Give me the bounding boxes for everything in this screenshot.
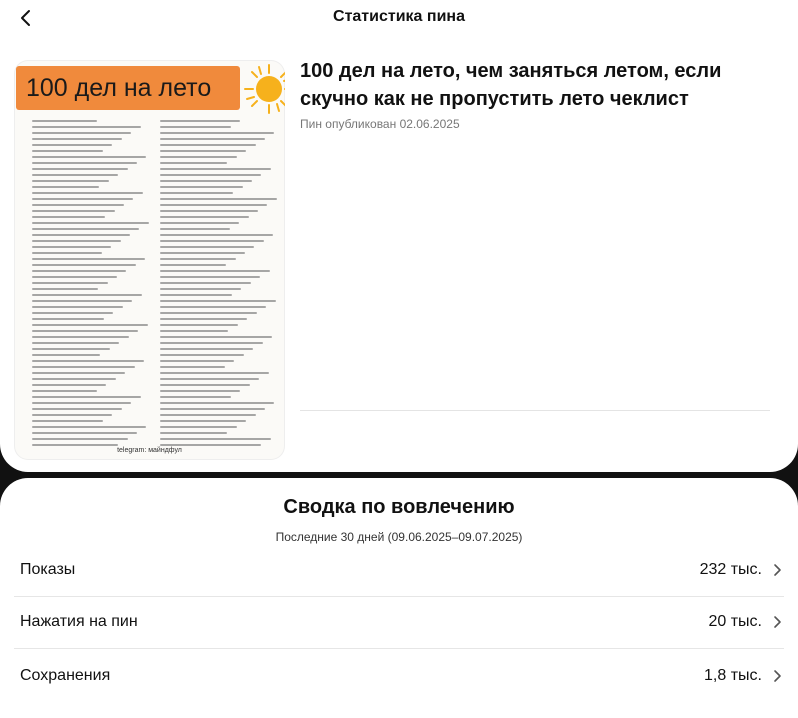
thumbnail-text-line	[160, 300, 276, 302]
pin-title: 100 дел на лето, чем заняться летом, если скучно как не пропустить лето чеклист	[300, 60, 722, 110]
thumbnail-text-line	[32, 234, 130, 236]
thumbnail-text-line	[32, 126, 141, 128]
header	[0, 0, 798, 36]
page-title: Статистика пина	[333, 8, 465, 25]
thumbnail-text-line	[32, 132, 131, 134]
thumbnail-text-line	[32, 204, 124, 206]
thumbnail-text-line	[160, 264, 226, 266]
thumbnail-text-line	[160, 342, 263, 344]
metric-row-impressions[interactable]	[20, 544, 782, 596]
thumbnail-text-line	[32, 432, 137, 434]
thumbnail-text-line	[32, 252, 102, 254]
metric-value: 1,8 тыс.	[704, 667, 762, 684]
thumbnail-text-line	[32, 294, 142, 296]
thumbnail-text-line	[160, 180, 252, 182]
thumbnail-text-line	[160, 276, 260, 278]
metric-label: Показы	[20, 561, 76, 578]
thumbnail-text-line	[32, 366, 135, 368]
divider	[300, 410, 770, 411]
thumbnail-text-line	[32, 318, 104, 320]
thumbnail-text-line	[160, 354, 244, 356]
thumbnail-text-line	[160, 336, 272, 338]
thumbnail-text-line	[160, 198, 277, 200]
thumbnail-text-line	[160, 324, 238, 326]
thumbnail-text-line	[160, 402, 274, 404]
thumbnail-text-line	[160, 204, 267, 206]
thumbnail-text-line	[32, 216, 105, 218]
thumbnail-text-line	[160, 372, 269, 374]
thumbnail-text-line	[32, 312, 113, 314]
pin-published-date: Пин опубликован 02.06.2025	[300, 117, 460, 131]
thumbnail-text-line	[32, 414, 112, 416]
thumbnail-text-line	[160, 312, 257, 314]
thumbnail-text-line	[160, 306, 266, 308]
thumbnail-text-line	[32, 138, 122, 140]
thumbnail-text-line	[160, 120, 240, 122]
thumbnail-text-line	[32, 408, 122, 410]
thumbnail-text-line	[160, 414, 256, 416]
thumbnail-text-line	[32, 198, 133, 200]
thumbnail-text-line	[32, 144, 112, 146]
thumbnail-text-line	[160, 222, 239, 224]
thumbnail-text-line	[32, 336, 129, 338]
thumbnail-text-line	[160, 210, 258, 212]
thumbnail-text-line	[160, 252, 245, 254]
thumbnail-text-line	[32, 264, 136, 266]
thumbnail-text-line	[160, 156, 237, 158]
thumbnail-text-line	[32, 300, 132, 302]
thumbnail-text-line	[160, 390, 240, 392]
thumbnail-text-line	[32, 384, 106, 386]
thumbnail-text-line	[32, 192, 143, 194]
thumbnail-text-line	[160, 240, 264, 242]
thumbnail-text-line	[32, 330, 138, 332]
thumbnail-text-line	[160, 348, 253, 350]
thumbnail-text-line	[32, 276, 117, 278]
thumbnail-text-line	[160, 360, 234, 362]
thumbnail-text-line	[32, 438, 128, 440]
thumbnail-text-line	[32, 222, 149, 224]
thumbnail-text-line	[32, 342, 119, 344]
metric-row-saves[interactable]	[20, 650, 782, 702]
thumbnail-text-line	[32, 270, 126, 272]
thumbnail-text-line	[160, 174, 261, 176]
thumbnail-text-line	[160, 438, 271, 440]
thumbnail-text-line	[160, 258, 236, 260]
metric-value: 232 тыс.	[699, 561, 762, 578]
thumbnail-text-line	[160, 288, 241, 290]
thumbnail-column-right	[154, 120, 272, 450]
thumbnail-text-line	[160, 330, 228, 332]
thumbnail-text-line	[32, 360, 144, 362]
thumbnail-text-line	[32, 168, 128, 170]
thumbnail-checklist	[26, 120, 276, 460]
thumbnail-text-line	[160, 150, 246, 152]
chevron-right-icon	[772, 563, 782, 577]
thumbnail-text-line	[160, 294, 232, 296]
thumbnail-text-line	[160, 132, 274, 134]
thumbnail-text-line	[160, 168, 271, 170]
summary-title: Сводка по вовлечению	[283, 496, 515, 518]
thumbnail-text-line	[160, 282, 251, 284]
thumbnail-text-line	[160, 366, 225, 368]
thumbnail-text-line	[160, 408, 265, 410]
thumbnail-text-line	[160, 384, 250, 386]
metric-label: Сохранения	[20, 667, 111, 684]
thumbnail-text-line	[32, 174, 118, 176]
thumbnail-text-line	[160, 246, 254, 248]
thumbnail-text-line	[160, 270, 270, 272]
thumbnail-text-line	[160, 186, 243, 188]
thumbnail-text-line	[32, 210, 115, 212]
thumbnail-text-line	[32, 240, 121, 242]
thumbnail-text-line	[160, 192, 233, 194]
pin-thumbnail[interactable]	[14, 60, 285, 460]
chevron-right-icon	[772, 615, 782, 629]
thumbnail-text-line	[160, 126, 231, 128]
thumbnail-text-line	[160, 138, 265, 140]
thumbnail-text-line	[32, 120, 97, 122]
thumbnail-column-left	[26, 120, 144, 450]
thumbnail-text-line	[32, 396, 141, 398]
thumbnail-text-line	[160, 228, 230, 230]
thumbnail-text-line	[160, 318, 247, 320]
metric-label: Нажатия на пин	[20, 613, 138, 630]
thumbnail-footer: telegram: майндфул	[117, 447, 182, 454]
thumbnail-text-line	[32, 282, 108, 284]
thumbnail-text-line	[160, 234, 273, 236]
thumbnail-text-line	[160, 444, 261, 446]
metric-row-pin-clicks[interactable]	[20, 596, 782, 648]
thumbnail-text-line	[160, 432, 227, 434]
thumbnail-text-line	[32, 372, 125, 374]
thumbnail-text-line	[32, 246, 111, 248]
row-divider	[14, 648, 784, 649]
summary-period: Последние 30 дней (09.06.2025–09.07.2025)	[275, 530, 523, 544]
thumbnail-text-line	[32, 156, 146, 158]
thumbnail-text-line	[160, 378, 259, 380]
thumbnail-text-line	[160, 144, 256, 146]
thumbnail-text-line	[32, 288, 98, 290]
thumbnail-text-line	[32, 186, 99, 188]
thumbnail-text-line	[32, 426, 146, 428]
thumbnail-banner: 100 дел на лето	[16, 66, 240, 110]
thumbnail-text-line	[160, 420, 246, 422]
thumbnail-text-line	[32, 444, 118, 446]
thumbnail-text-line	[160, 162, 227, 164]
thumbnail-text-line	[32, 390, 97, 392]
sun-icon	[242, 62, 285, 116]
thumbnail-text-line	[32, 228, 139, 230]
thumbnail-text-line	[32, 324, 148, 326]
engagement-summary	[0, 478, 798, 718]
thumbnail-text-line	[160, 216, 249, 218]
thumbnail-text-line	[160, 396, 231, 398]
thumbnail-text-line	[32, 378, 116, 380]
thumbnail-text-line	[32, 258, 145, 260]
thumbnail-text-line	[160, 426, 237, 428]
thumbnail-text-line	[32, 162, 137, 164]
chevron-right-icon	[772, 669, 782, 683]
thumbnail-text-line	[32, 150, 103, 152]
metric-value: 20 тыс.	[708, 613, 762, 630]
thumbnail-text-line	[32, 420, 103, 422]
thumbnail-text-line	[32, 354, 100, 356]
thumbnail-text-line	[32, 306, 123, 308]
thumbnail-text-line	[32, 348, 110, 350]
thumbnail-text-line	[32, 180, 109, 182]
thumbnail-text-line	[32, 402, 131, 404]
